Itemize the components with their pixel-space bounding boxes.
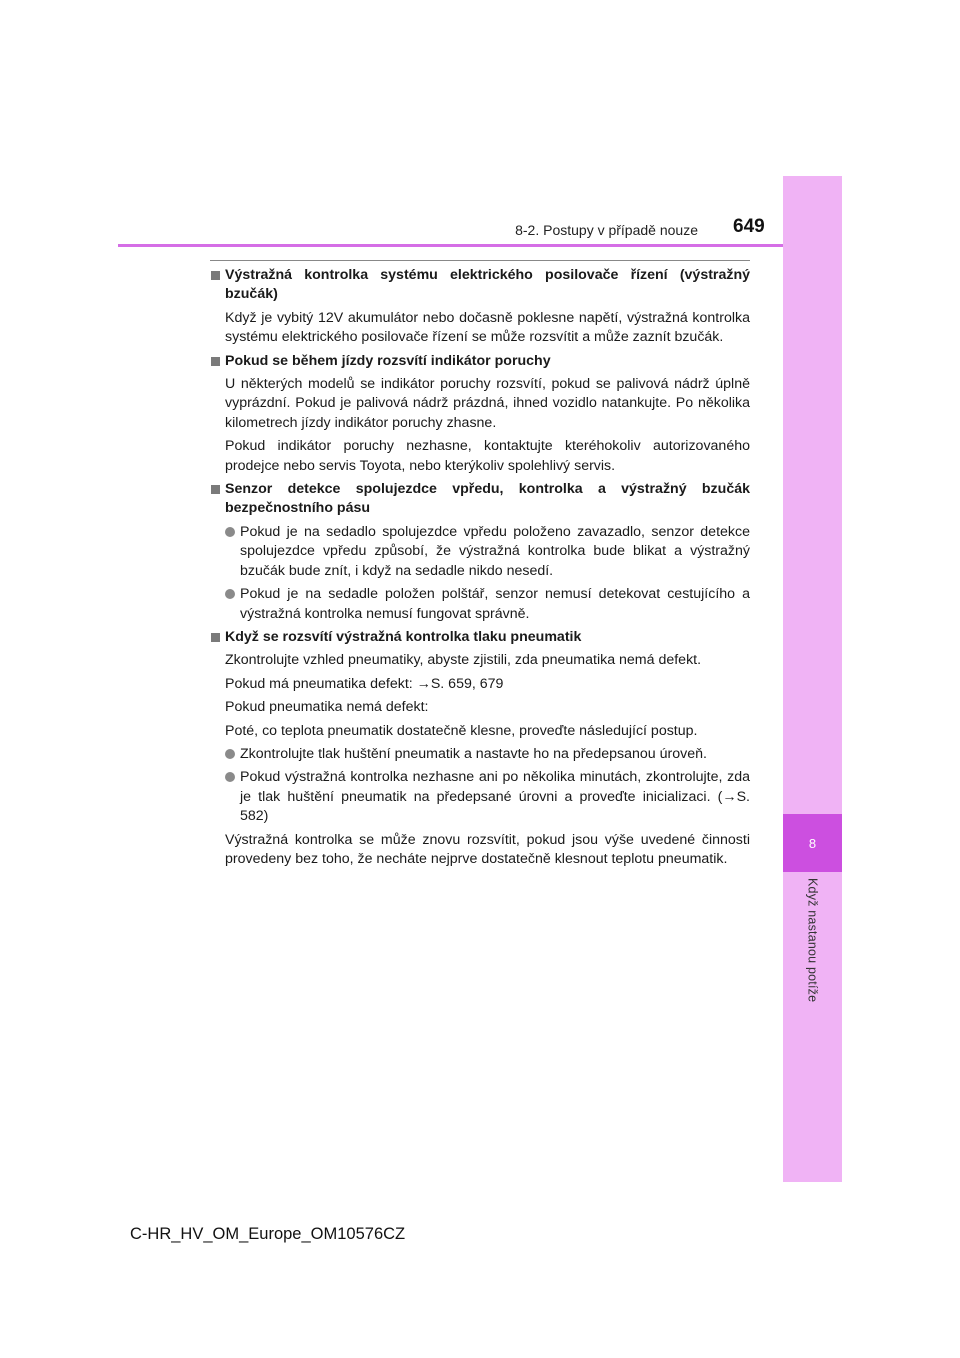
paragraph: Výstražná kontrolka se může znovu rozsvítit, pokud jsou výše uvedené činnosti provedeny bez toho, že necháte nejprve dostatečně klesnout teplotu pneumatik. bbox=[225, 831, 750, 867]
paragraph: Pokud indikátor poruchy nezhasne, kontaktujte kteréhokoliv autorizovaného prodejce nebo servis Toyota, nebo kterýkoliv spolehlivý servis. bbox=[225, 438, 750, 474]
paragraph-page-reference: Pokud má pneumatika defekt: →S. 659, 679 bbox=[225, 675, 504, 692]
round-bullet-icon bbox=[225, 589, 235, 599]
round-bullet-icon bbox=[225, 749, 235, 759]
round-bullet-icon bbox=[225, 527, 235, 537]
header-section-title: 8-2. Postupy v případě nouze bbox=[515, 222, 698, 238]
list-item: Pokud výstražná kontrolka nezhasne ani po několika minutách, zkontrolujte, zda je tlak huštění pneumatik na předepsané úrovni a proveďte inicializaci. (→S. 582) bbox=[210, 768, 750, 826]
square-bullet-icon bbox=[211, 485, 220, 494]
content-divider bbox=[210, 260, 750, 261]
chapter-number: 8 bbox=[783, 814, 842, 872]
section-heading: Když se rozsvítí výstražná kontrolka tlaku pneumatik bbox=[210, 628, 750, 647]
square-bullet-icon bbox=[211, 271, 220, 280]
paragraph: Poté, co teplota pneumatik dostatečně klesne, proveďte následující postup. bbox=[225, 722, 698, 739]
paragraph: Když je vybitý 12V akumulátor nebo dočasně poklesne napětí, výstražná kontrolka systému elektrického posilovače řízení se může rozsvítit a může zaznít bzučák. bbox=[225, 309, 750, 346]
section-heading: Senzor detekce spolujezdce vpředu, kontrolka a výstražný bzučák bezpečnostního pásu bbox=[210, 480, 750, 519]
paragraph: Zkontrolujte vzhled pneumatiky, abyste zjistili, zda pneumatika nemá defekt. bbox=[225, 652, 702, 669]
section-heading: Pokud se během jízdy rozsvítí indikátor poruchy bbox=[210, 352, 750, 371]
document-code: C-HR_HV_OM_Europe_OM10576CZ bbox=[130, 1225, 406, 1243]
round-bullet-icon bbox=[225, 772, 235, 782]
chapter-label-text: Když nastanou potíže bbox=[805, 878, 820, 1003]
square-bullet-icon bbox=[211, 357, 220, 366]
chapter-label bbox=[783, 878, 842, 1028]
page-number: 649 bbox=[733, 216, 765, 237]
paragraph: U některých modelů se indikátor poruchy rozsvítí, pokud se palivová nádrž úplně vyprázdní. Pokud je palivová nádrž prázdná, ihned vozidlo natankujte. Po několika kilometrech jízdy indikátor poruchy zhasne. bbox=[225, 376, 750, 431]
page-content bbox=[210, 266, 750, 873]
side-tab bbox=[783, 176, 842, 1182]
header-divider bbox=[118, 244, 783, 247]
list-item: Pokud je na sedadle položen polštář, senzor nemusí detekovat cestujícího a výstražná kontrolka nemusí fungovat správně. bbox=[210, 585, 750, 624]
square-bullet-icon bbox=[211, 633, 220, 642]
paragraph: Pokud pneumatika nemá defekt: bbox=[225, 699, 429, 716]
list-item: Pokud je na sedadlo spolujezdce vpředu položeno zavazadlo, senzor detekce spolujezdce vpředu způsobí, že výstražná kontrolka bude blikat a výstražný bzučák bude znít, i když na sedadle nikdo nesedí. bbox=[210, 523, 750, 581]
section-heading: Výstražná kontrolka systému elektrického posilovače řízení (výstražný bzučák) bbox=[210, 266, 750, 305]
list-item: Zkontrolujte tlak huštění pneumatik a nastavte ho na předepsanou úroveň. bbox=[210, 745, 750, 764]
